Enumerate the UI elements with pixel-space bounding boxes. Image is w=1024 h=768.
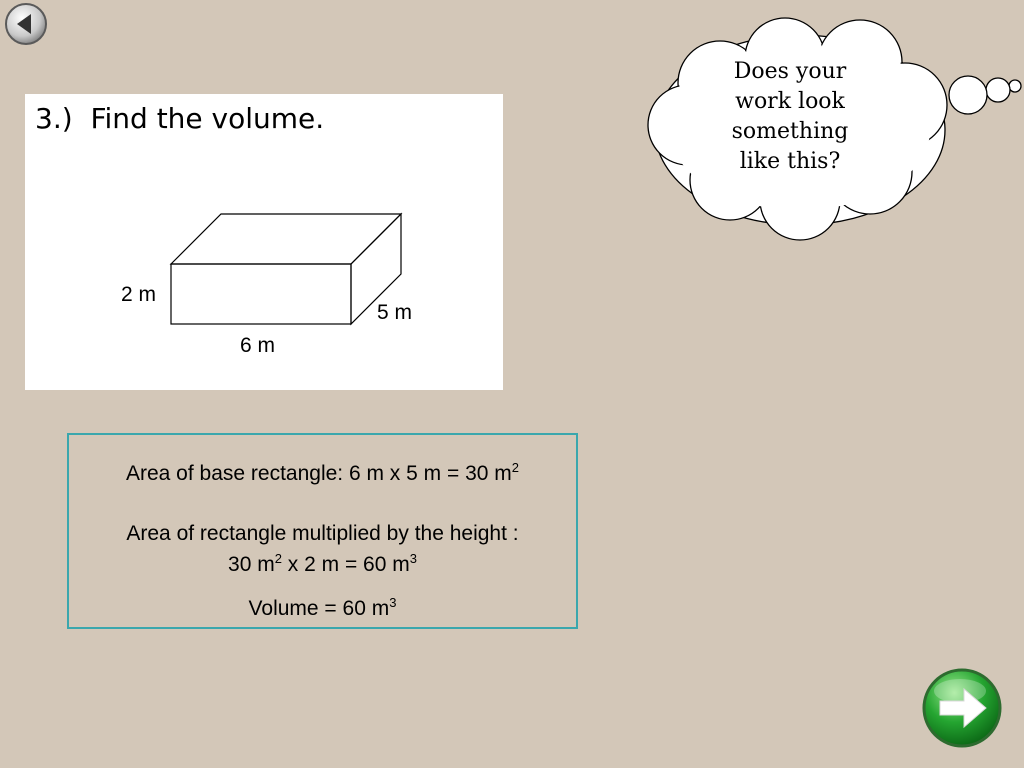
length-label: 6 m (240, 334, 276, 357)
base-area-text: Area of base rectangle: 6 m x 5 m = 30 m (125, 462, 512, 485)
next-button[interactable] (920, 667, 1004, 749)
problem-title: 3.) Find the volume. (35, 102, 325, 135)
back-button[interactable] (4, 2, 48, 46)
volume-exponent: 3 (389, 595, 397, 610)
step-calc-b: x 2 m = 60 m (281, 553, 410, 576)
thought-bubble-text (700, 57, 880, 177)
bubble-line-2: work look (735, 89, 845, 114)
bubble-line-1: Does your (733, 59, 847, 84)
volume-text: Volume = 60 m (248, 597, 390, 620)
problem-card (25, 94, 503, 390)
step-label: Area of rectangle multiplied by the height : (126, 522, 519, 545)
base-area-exponent: 2 (511, 460, 519, 475)
volume-line (69, 597, 576, 621)
step-calc-a: 30 m (228, 553, 275, 576)
step-calculation (69, 553, 576, 577)
depth-label: 5 m (377, 301, 413, 324)
step-calc-a-exponent: 2 (274, 551, 282, 566)
prism-top-face (171, 214, 401, 264)
back-arrow-icon (4, 2, 48, 46)
step-calc-b-exponent: 3 (409, 551, 417, 566)
bubble-line-3: something (731, 119, 849, 144)
solution-box (67, 433, 578, 629)
bubble-line-4: like this? (739, 149, 841, 174)
height-label: 2 m (121, 283, 157, 306)
prism-front-face (171, 264, 351, 324)
next-arrow-icon (920, 667, 1004, 749)
base-area-line (69, 462, 576, 486)
